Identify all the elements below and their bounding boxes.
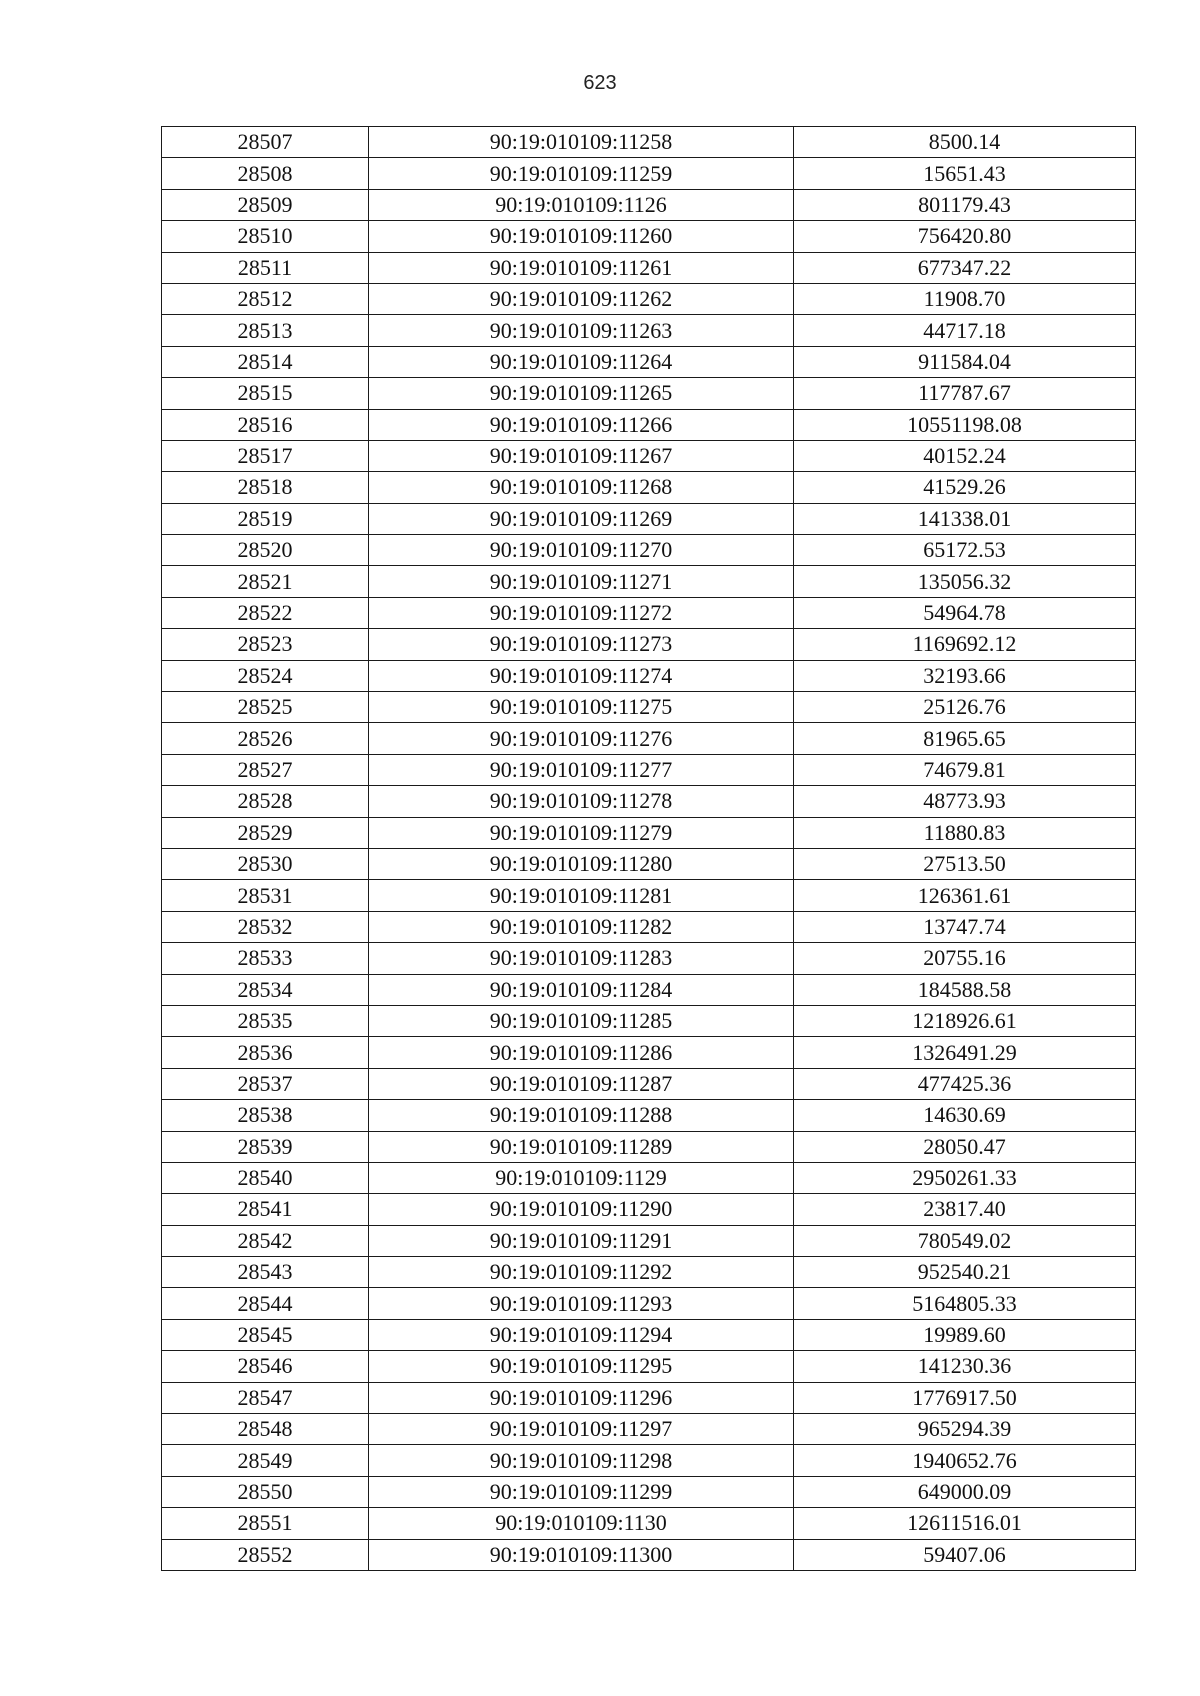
cadastral-number-cell: 90:19:010109:11296 [369,1382,794,1413]
row-number-cell: 28532 [162,911,369,942]
cadastral-value-cell: 14630.69 [794,1100,1136,1131]
cadastral-number-cell: 90:19:010109:1130 [369,1508,794,1539]
row-number-cell: 28519 [162,503,369,534]
row-number-cell: 28513 [162,315,369,346]
table-row [162,880,1136,911]
cadastral-value-cell: 117787.67 [794,378,1136,409]
cadastral-number-cell: 90:19:010109:11262 [369,283,794,314]
cadastral-value-cell: 141338.01 [794,503,1136,534]
cadastral-number-cell: 90:19:010109:11300 [369,1539,794,1570]
cadastral-number-cell: 90:19:010109:11272 [369,597,794,628]
cadastral-value-cell: 65172.53 [794,535,1136,566]
cadastral-value-cell: 1940652.76 [794,1445,1136,1476]
table-row [162,597,1136,628]
row-number-cell: 28530 [162,848,369,879]
row-number-cell: 28507 [162,127,369,158]
cadastral-number-cell: 90:19:010109:11298 [369,1445,794,1476]
row-number-cell: 28517 [162,440,369,471]
table-row [162,158,1136,189]
table-row [162,1476,1136,1507]
cadastral-number-cell: 90:19:010109:11294 [369,1319,794,1350]
cadastral-value-cell: 20755.16 [794,943,1136,974]
row-number-cell: 28544 [162,1288,369,1319]
cadastral-value-cell: 10551198.08 [794,409,1136,440]
row-number-cell: 28540 [162,1162,369,1193]
table-row [162,1288,1136,1319]
cadastral-value-cell: 32193.66 [794,660,1136,691]
cadastral-value-cell: 1169692.12 [794,629,1136,660]
cadastral-value-cell: 1218926.61 [794,1005,1136,1036]
cadastral-number-cell: 90:19:010109:11288 [369,1100,794,1131]
cadastral-value-cell: 19989.60 [794,1319,1136,1350]
cadastral-number-cell: 90:19:010109:1126 [369,189,794,220]
cadastral-number-cell: 90:19:010109:11261 [369,252,794,283]
cadastral-number-cell: 90:19:010109:11265 [369,378,794,409]
row-number-cell: 28528 [162,786,369,817]
table-row [162,1539,1136,1570]
table-row [162,629,1136,660]
table-row [162,723,1136,754]
cadastral-number-cell: 90:19:010109:11297 [369,1414,794,1445]
table-row [162,283,1136,314]
row-number-cell: 28541 [162,1194,369,1225]
cadastral-number-cell: 90:19:010109:11266 [369,409,794,440]
row-number-cell: 28514 [162,346,369,377]
row-number-cell: 28546 [162,1351,369,1382]
cadastral-number-cell: 90:19:010109:11259 [369,158,794,189]
table-row [162,252,1136,283]
cadastral-value-cell: 28050.47 [794,1131,1136,1162]
row-number-cell: 28549 [162,1445,369,1476]
row-number-cell: 28529 [162,817,369,848]
table-row [162,1005,1136,1036]
table-row [162,378,1136,409]
table-row [162,848,1136,879]
row-number-cell: 28551 [162,1508,369,1539]
table-row [162,1131,1136,1162]
cadastral-value-cell: 41529.26 [794,472,1136,503]
table-row [162,817,1136,848]
table-row [162,1100,1136,1131]
cadastral-value-cell: 801179.43 [794,189,1136,220]
row-number-cell: 28552 [162,1539,369,1570]
row-number-cell: 28535 [162,1005,369,1036]
cadastral-value-cell: 54964.78 [794,597,1136,628]
table-row [162,1068,1136,1099]
cadastral-number-cell: 90:19:010109:11283 [369,943,794,974]
cadastral-number-cell: 90:19:010109:11299 [369,1476,794,1507]
cadastral-value-cell: 23817.40 [794,1194,1136,1225]
cadastral-number-cell: 90:19:010109:11286 [369,1037,794,1068]
cadastral-number-cell: 90:19:010109:11282 [369,911,794,942]
row-number-cell: 28512 [162,283,369,314]
cadastral-number-cell: 90:19:010109:11285 [369,1005,794,1036]
table-row [162,1194,1136,1225]
cadastral-number-cell: 90:19:010109:11273 [369,629,794,660]
row-number-cell: 28536 [162,1037,369,1068]
cadastral-value-cell: 952540.21 [794,1257,1136,1288]
cadastral-number-cell: 90:19:010109:11291 [369,1225,794,1256]
row-number-cell: 28516 [162,409,369,440]
table-row [162,315,1136,346]
page-number: 623 [583,72,617,94]
cadastral-number-cell: 90:19:010109:11284 [369,974,794,1005]
cadastral-number-cell: 90:19:010109:11274 [369,660,794,691]
cadastral-value-cell: 15651.43 [794,158,1136,189]
cadastral-number-cell: 90:19:010109:11280 [369,848,794,879]
cadastral-number-cell: 90:19:010109:11267 [369,440,794,471]
cadastral-value-cell: 965294.39 [794,1414,1136,1445]
cadastral-value-cell: 649000.09 [794,1476,1136,1507]
table-row [162,911,1136,942]
table-row [162,754,1136,785]
cadastral-value-cell: 756420.80 [794,221,1136,252]
table-row [162,692,1136,723]
row-number-cell: 28515 [162,378,369,409]
table-row [162,943,1136,974]
cadastral-number-cell: 90:19:010109:11258 [369,127,794,158]
row-number-cell: 28531 [162,880,369,911]
cadastral-number-cell: 90:19:010109:11293 [369,1288,794,1319]
table-row [162,503,1136,534]
row-number-cell: 28527 [162,754,369,785]
cadastral-number-cell: 90:19:010109:11292 [369,1257,794,1288]
cadastral-number-cell: 90:19:010109:11275 [369,692,794,723]
cadastral-number-cell: 90:19:010109:11268 [369,472,794,503]
cadastral-value-cell: 184588.58 [794,974,1136,1005]
cadastral-number-cell: 90:19:010109:11264 [369,346,794,377]
cadastral-number-cell: 90:19:010109:11279 [369,817,794,848]
cadastral-value-cell: 141230.36 [794,1351,1136,1382]
table-row [162,660,1136,691]
cadastral-value-cell: 780549.02 [794,1225,1136,1256]
cadastral-number-cell: 90:19:010109:11263 [369,315,794,346]
cadastral-value-cell: 25126.76 [794,692,1136,723]
row-number-cell: 28550 [162,1476,369,1507]
cadastral-number-cell: 90:19:010109:11271 [369,566,794,597]
cadastral-number-cell: 90:19:010109:11287 [369,1068,794,1099]
table-row [162,472,1136,503]
cadastral-value-cell: 2950261.33 [794,1162,1136,1193]
row-number-cell: 28539 [162,1131,369,1162]
cadastral-value-cell: 81965.65 [794,723,1136,754]
row-number-cell: 28523 [162,629,369,660]
row-number-cell: 28524 [162,660,369,691]
cadastral-value-cell: 27513.50 [794,848,1136,879]
row-number-cell: 28545 [162,1319,369,1350]
table-row [162,1445,1136,1476]
row-number-cell: 28534 [162,974,369,1005]
table-row [162,1257,1136,1288]
cadastral-number-cell: 90:19:010109:11270 [369,535,794,566]
table-row [162,1414,1136,1445]
table-row [162,1382,1136,1413]
table-body [162,127,1136,1571]
row-number-cell: 28508 [162,158,369,189]
table-row [162,409,1136,440]
table-row [162,189,1136,220]
cadastral-number-cell: 90:19:010109:11260 [369,221,794,252]
cadastral-value-cell: 13747.74 [794,911,1136,942]
cadastral-value-cell: 911584.04 [794,346,1136,377]
cadastral-value-cell: 1776917.50 [794,1382,1136,1413]
cadastral-value-cell: 74679.81 [794,754,1136,785]
table-row [162,440,1136,471]
cadastral-value-cell: 11908.70 [794,283,1136,314]
row-number-cell: 28521 [162,566,369,597]
row-number-cell: 28511 [162,252,369,283]
cadastral-value-cell: 126361.61 [794,880,1136,911]
row-number-cell: 28537 [162,1068,369,1099]
table-row [162,1162,1136,1193]
table-row [162,1508,1136,1539]
cadastral-value-cell: 48773.93 [794,786,1136,817]
cadastral-value-cell: 5164805.33 [794,1288,1136,1319]
row-number-cell: 28543 [162,1257,369,1288]
cadastral-value-cell: 11880.83 [794,817,1136,848]
cadastral-value-cell: 59407.06 [794,1539,1136,1570]
cadastral-number-cell: 90:19:010109:11278 [369,786,794,817]
cadastral-value-cell: 44717.18 [794,315,1136,346]
cadastral-value-cell: 477425.36 [794,1068,1136,1099]
row-number-cell: 28522 [162,597,369,628]
table-row [162,1037,1136,1068]
cadastral-value-cell: 135056.32 [794,566,1136,597]
table-row [162,1351,1136,1382]
cadastral-number-cell: 90:19:010109:11290 [369,1194,794,1225]
row-number-cell: 28510 [162,221,369,252]
table-row [162,1225,1136,1256]
table-row [162,221,1136,252]
row-number-cell: 28509 [162,189,369,220]
cadastral-number-cell: 90:19:010109:11269 [369,503,794,534]
cadastral-value-cell: 1326491.29 [794,1037,1136,1068]
row-number-cell: 28525 [162,692,369,723]
cadastral-value-table [161,126,1136,1571]
cadastral-number-cell: 90:19:010109:11295 [369,1351,794,1382]
cadastral-number-cell: 90:19:010109:1129 [369,1162,794,1193]
row-number-cell: 28547 [162,1382,369,1413]
cadastral-number-cell: 90:19:010109:11289 [369,1131,794,1162]
table-row [162,535,1136,566]
row-number-cell: 28533 [162,943,369,974]
cadastral-number-cell: 90:19:010109:11281 [369,880,794,911]
row-number-cell: 28526 [162,723,369,754]
row-number-cell: 28538 [162,1100,369,1131]
table-row [162,566,1136,597]
cadastral-value-cell: 8500.14 [794,127,1136,158]
table-row [162,346,1136,377]
table-row [162,1319,1136,1350]
cadastral-value-cell: 677347.22 [794,252,1136,283]
table-row [162,786,1136,817]
row-number-cell: 28518 [162,472,369,503]
table-row [162,974,1136,1005]
table-row [162,127,1136,158]
cadastral-number-cell: 90:19:010109:11277 [369,754,794,785]
cadastral-value-cell: 12611516.01 [794,1508,1136,1539]
cadastral-value-cell: 40152.24 [794,440,1136,471]
row-number-cell: 28548 [162,1414,369,1445]
row-number-cell: 28542 [162,1225,369,1256]
cadastral-number-cell: 90:19:010109:11276 [369,723,794,754]
row-number-cell: 28520 [162,535,369,566]
